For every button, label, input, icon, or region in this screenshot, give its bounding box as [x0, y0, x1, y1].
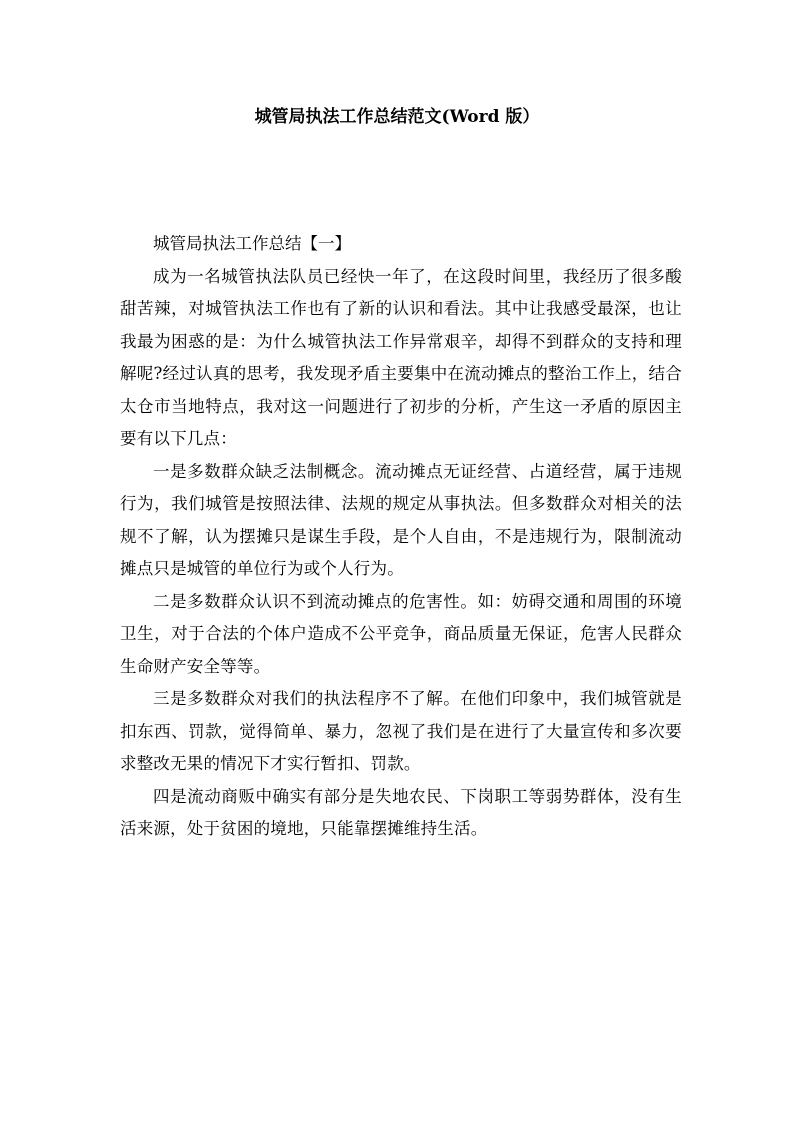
paragraph-point-three: 三是多数群众对我们的执法程序不了解。在他们印象中，我们城管就是扣东西、罚款，觉得简单、暴力，忽视了我们是在进行了大量宣传和多次要求整改无果的情况下才实行暂扣、罚款。 [120, 689, 682, 773]
document-title: 城管局执法工作总结范文(Word 版） [254, 107, 540, 127]
paragraph-intro: 成为一名城管执法队员已经快一年了，在这段时间里，我经历了很多酸甜苦辣，对城管执法工作也有了新的认识和看法。其中让我感受最深，也让我最为困惑的是：为什么城管执法工作异常艰辛，却得不到群众的支持和理解呢?经过认真的思考，我发现矛盾主要集中在流动摊点的整治工作上，结合太仓市当地特点，我对这一问题进行了初步的分析，产生这一矛盾的原因主要有以下几点： [120, 266, 682, 448]
paragraph-point-two: 二是多数群众认识不到流动摊点的危害性。如：妨碍交通和周围的环境卫生，对于合法的个体户造成不公平竞争，商品质量无保证，危害人民群众生命财产安全等等。 [120, 591, 682, 676]
document-body [120, 228, 682, 846]
section-heading: 城管局执法工作总结【一】 [153, 234, 351, 253]
paragraph-point-four: 四是流动商贩中确实有部分是失地农民、下岗职工等弱势群体，没有生活来源，处于贫困的境地，只能靠摆摊维持生活。 [120, 786, 682, 838]
paragraph-point-one: 一是多数群众缺乏法制概念。流动摊点无证经营、占道经营，属于违规行为，我们城管是按照法律、法规的规定从事执法。但多数群众对相关的法规不了解，认为摆摊只是谋生手段，是个人自由，不是违规行为，限制流动摊点只是城管的单位行为或个人行为。 [120, 461, 682, 578]
